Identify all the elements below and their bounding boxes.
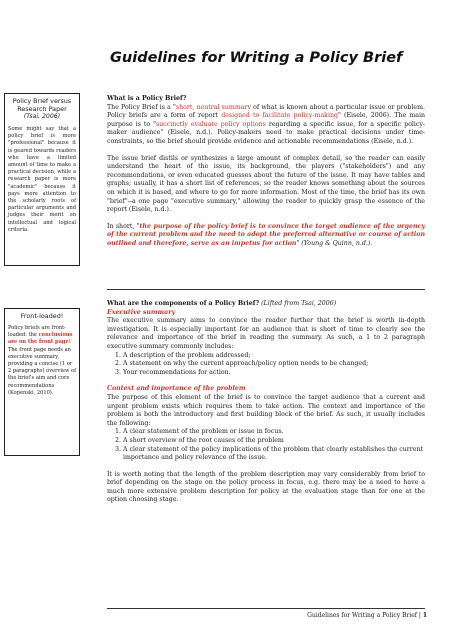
sidebar-box-title: Front-loaded!: [20, 312, 64, 320]
list-item: 3. A clear statement of the policy implications of the problem that clearly establishes the current importance and policy relevance of the issue.: [123, 446, 425, 463]
paragraph: The purpose of this element of the brief is to convince the target audience that a current and urgent problem exists which requires them to take action. The context and importance of the problem is both the introductory and first building block of the brief. As such, it usually includes the following:: [107, 393, 425, 427]
section-heading: [107, 300, 425, 309]
list-item: 2. A short overview of the root causes of the problem: [123, 437, 425, 446]
text-run: The Policy Brief is a ": [107, 103, 176, 111]
text-run: " (Eisele, 2006). The main purpose is to ": [107, 112, 425, 128]
text-highlight: the purpose of the policy brief is to convince the target audience of the urgency of the current problem and the need to adopt the preferred alternative or course of action outlined and therefore, serve as an impetus for action: [107, 222, 425, 247]
section-what-is-policy-brief: [107, 95, 425, 249]
sidebar-text-part: Policy briefs are front-loaded: the: [8, 325, 66, 339]
footer-separator: |: [416, 612, 423, 619]
section-divider: [107, 289, 425, 290]
text-highlight: succinctly evaluate policy options: [156, 120, 266, 128]
paragraph: It is worth noting that the length of the problem description may vary considerably from brief to brief depending on the stage on the policy process in focus, e.g. there may be a need to have a much more extensive problem description for policy at the evaluation stage than for one at the option choosing stage.: [107, 470, 425, 504]
sidebar-box-policy-vs-research: [4, 93, 80, 266]
paragraph: [107, 223, 425, 249]
list-item: 2. A statement on why the current approach/policy option needs to be changed;: [123, 360, 425, 369]
text-run: " (Young & Quinn, n.d.).: [296, 239, 373, 247]
sidebar-text-part: The front page needs an executive summary, providing a concise (1 or 2 paragraphs) overview of the brief's aim and core recommendations (Kopenski, 2010).: [8, 346, 76, 396]
sidebar-box-front-loaded: [4, 308, 80, 456]
sidebar-box-text: [8, 325, 76, 397]
footer-label: Guidelines for Writing a Policy Brief: [307, 612, 417, 619]
paragraph: [107, 104, 425, 147]
sidebar-box-title: Policy Brief versus Research Paper: [12, 97, 72, 113]
page-number: 1: [422, 612, 427, 619]
subsection-heading-executive-summary: Executive summary: [107, 308, 176, 316]
list-item: 1. A description of the problem addressed;: [123, 352, 425, 361]
sidebar-text-highlight: conclusions are on the front page!: [8, 332, 73, 346]
list-item: 1. A clear statement of the problem or issue in focus.: [123, 428, 425, 437]
text-highlight: designed to facilitate policy-making: [221, 112, 338, 120]
text-run: regarding a specific issue, for a specific policy-maker audience" (Eisele, n.d.). Policy-makers need to make practical decisions under time-constraints, so the brief should provide evidence and actionable recommendations (Eisele, n.d.).: [107, 120, 425, 145]
list-item: 3. Your recommendations for action.: [123, 369, 425, 378]
heading-citation: (Lifted from Tsai, 2006): [259, 300, 337, 307]
section-heading: What is a Policy Brief?: [107, 95, 187, 102]
text-run: In short, ": [107, 222, 140, 230]
text-run: of what is known about a particular issue or problem. Policy briefs are a form of report: [107, 103, 425, 120]
context-list: [107, 428, 425, 462]
text-highlight: short, neutral summary: [175, 103, 251, 111]
exec-summary-list: [107, 352, 425, 378]
document-title: Guidelines for Writing a Policy Brief: [110, 50, 403, 66]
footer-divider: [107, 608, 425, 609]
sidebar-box-subtitle: (Tsai, 2006): [23, 113, 61, 120]
paragraph: The issue brief distils or synthesizes a large amount of complex detail, so the reader can easily understand the heart of the issue, its background, the players ("stakeholders") and any recommendations, or even educated guesses about the future of the issue. It may have tables and graphs; usually, it has a short list of references, so the reader knows something about the sources on which it is based, and where to go for more information. Most of the time, the brief has its own "brief"--a one page "executive summary," allowing the reader to quickly grasp the essence of the report (Eisele, n.d.).: [107, 154, 425, 214]
subsection-heading-context: Context and importance of the problem: [107, 385, 246, 393]
paragraph: The executive summary aims to convince the reader further that the brief is worth in-depth investigation. It is especially important for an audience that is short of time to clearly see the relevance and importance of the brief in reading the summary. As such, a 1 to 2 paragraph executive summary commonly includes:: [107, 317, 425, 350]
sidebar-box-text: Some might say that a policy brief is more "professional" because it is geared towards readers who have a limited amount of time to make a practical decision, while a research paper is more "academic" because it pays more attention to the scholarly roots of particular arguments and judges their merit on intellectual and logical criteria.: [8, 126, 76, 233]
section-components: [107, 300, 425, 505]
page-footer: [307, 612, 427, 619]
heading-text: What are the components of a Policy Brief?: [107, 300, 260, 307]
